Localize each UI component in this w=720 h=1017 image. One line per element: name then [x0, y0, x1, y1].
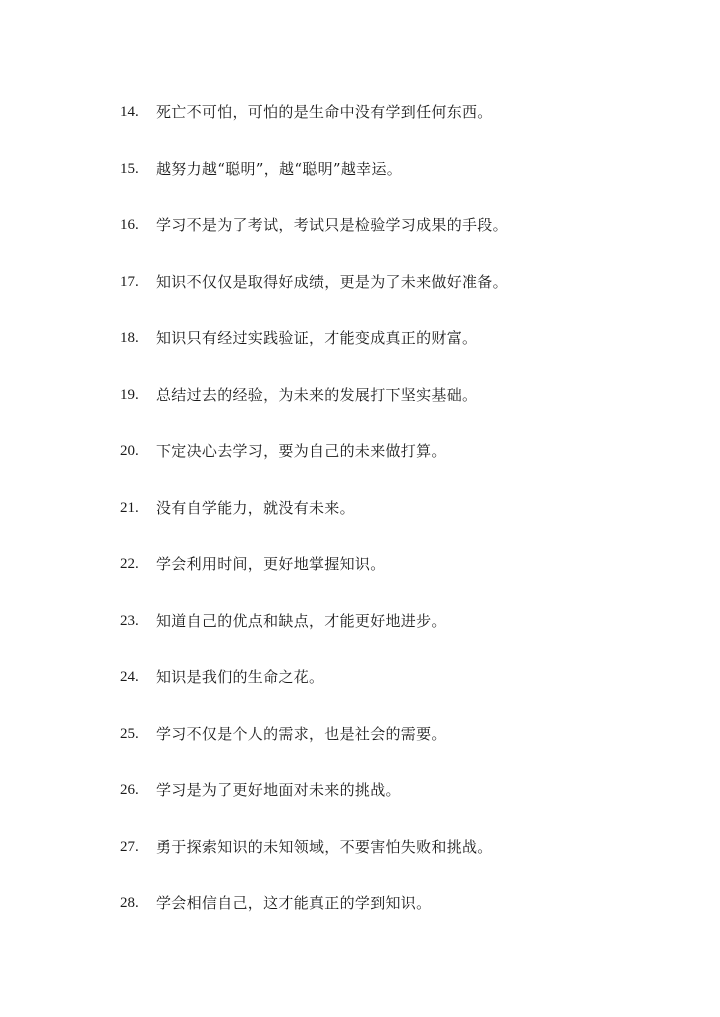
list-item — [120, 480, 680, 537]
item-text: 学习不是为了考试，考试只是检验学习成果的手段。 — [156, 216, 508, 235]
item-text: 学会相信自己，这才能真正的学到知识。 — [156, 894, 432, 913]
item-number: 14. — [120, 104, 139, 121]
list-item — [120, 423, 680, 480]
list-item — [120, 706, 680, 763]
item-text: 死亡不可怕，可怕的是生命中没有学到任何东西。 — [156, 103, 493, 122]
list-item — [120, 310, 680, 367]
item-text: 知识不仅仅是取得好成绩，更是为了未来做好准备。 — [156, 272, 508, 291]
item-text: 知识是我们的生命之花。 — [156, 668, 325, 687]
list-item — [120, 84, 680, 141]
list-item — [120, 141, 680, 198]
list-item — [120, 649, 680, 706]
item-number: 25. — [120, 725, 139, 742]
list-item — [120, 819, 680, 876]
item-text: 越努力越“聪明”，越“聪明”越幸运。 — [156, 159, 403, 178]
item-text: 知道自己的优点和缺点，才能更好地进步。 — [156, 611, 447, 630]
item-text: 知识只有经过实践验证，才能变成真正的财富。 — [156, 329, 478, 348]
item-text: 勇于探索知识的未知领域，不要害怕失败和挑战。 — [156, 837, 493, 856]
list-item — [120, 536, 680, 593]
item-number: 20. — [120, 443, 139, 460]
item-number: 19. — [120, 386, 139, 403]
list-item — [120, 875, 680, 932]
item-text: 总结过去的经验，为未来的发展打下坚实基础。 — [156, 385, 478, 404]
item-number: 22. — [120, 556, 139, 573]
item-number: 23. — [120, 612, 139, 629]
list-item — [120, 197, 680, 254]
list-item — [120, 254, 680, 311]
item-text: 学习不仅是个人的需求，也是社会的需要。 — [156, 724, 447, 743]
list-item — [120, 593, 680, 650]
item-number: 27. — [120, 838, 139, 855]
item-text: 下定决心去学习，要为自己的未来做打算。 — [156, 442, 447, 461]
item-number: 28. — [120, 895, 139, 912]
list-item — [120, 367, 680, 424]
item-text: 没有自学能力，就没有未来。 — [156, 498, 355, 517]
item-number: 21. — [120, 499, 139, 516]
item-text: 学会利用时间，更好地掌握知识。 — [156, 555, 386, 574]
item-number: 24. — [120, 669, 139, 686]
list-item — [120, 762, 680, 819]
item-number: 15. — [120, 160, 139, 177]
numbered-list — [120, 84, 680, 932]
item-number: 18. — [120, 330, 139, 347]
item-text: 学习是为了更好地面对未来的挑战。 — [156, 781, 401, 800]
item-number: 16. — [120, 217, 139, 234]
item-number: 26. — [120, 782, 139, 799]
item-number: 17. — [120, 273, 139, 290]
